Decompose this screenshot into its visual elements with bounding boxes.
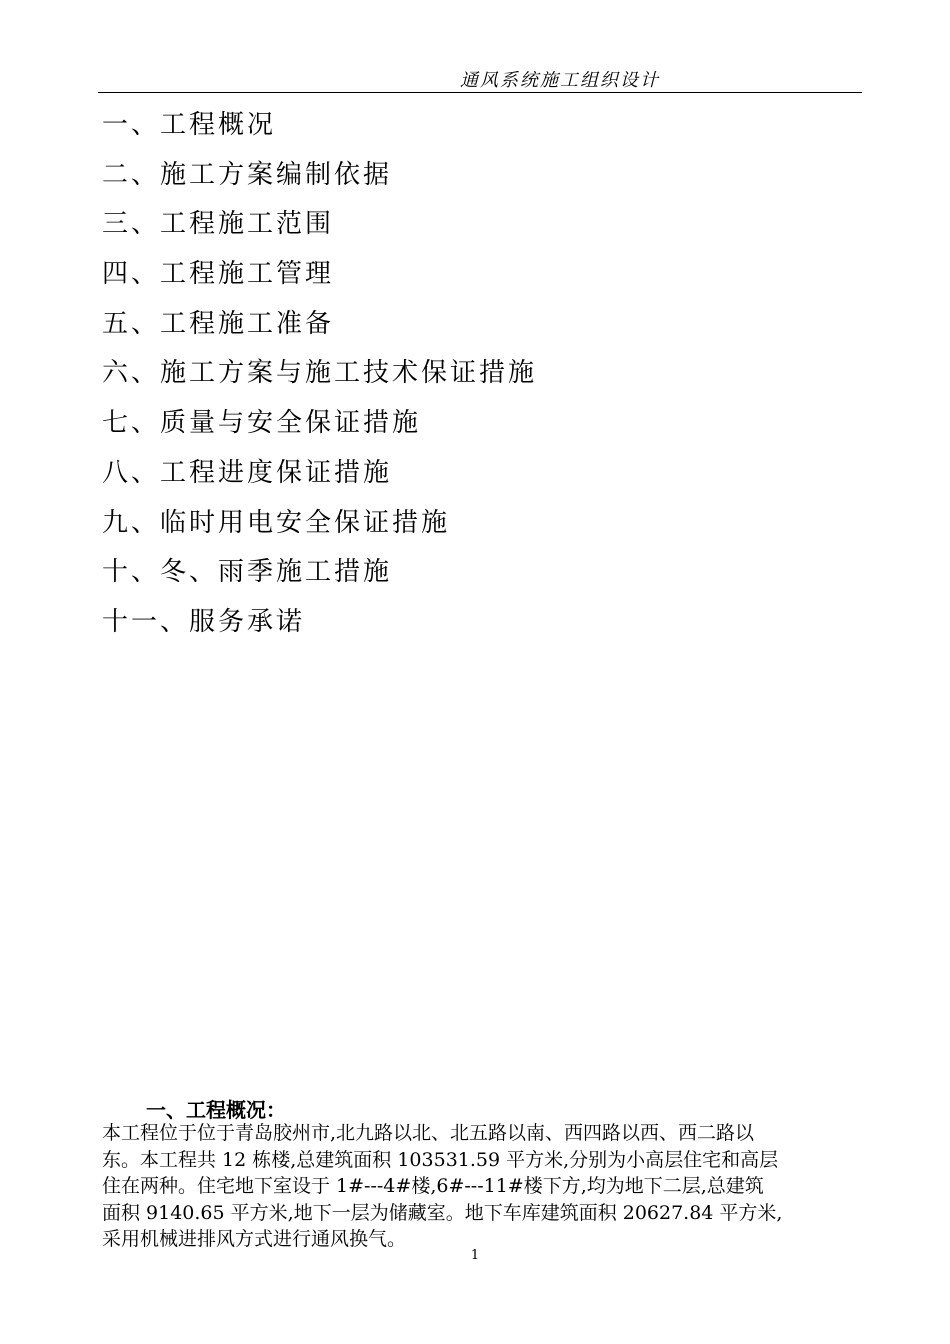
toc-item: 七、质量与安全保证措施: [102, 408, 422, 439]
toc-item: 五、工程施工准备: [102, 308, 335, 339]
toc-item: 三、工程施工范围: [102, 209, 335, 240]
section-heading: 一、工程概况：: [146, 1098, 286, 1122]
table-of-contents: [102, 106, 537, 653]
toc-item: 八、工程进度保证措施: [102, 457, 393, 488]
running-header-title: 通风系统施工组织设计: [460, 70, 660, 91]
toc-item: 六、施工方案与施工技术保证措施: [102, 358, 538, 389]
toc-item: 四、工程施工管理: [102, 259, 335, 290]
toc-item: 一、工程概况: [102, 110, 277, 140]
toc-item: 十一、服务承诺: [102, 606, 306, 637]
paragraph-line: 采用机械进排风方式进行通风换气。: [102, 1228, 407, 1250]
toc-item: 九、临时用电安全保证措施: [102, 507, 451, 538]
header-divider: [98, 92, 862, 93]
page-number: 1: [470, 1248, 480, 1263]
toc-item: 二、施工方案编制依据: [102, 159, 393, 190]
paragraph-line: 东。本工程共 12 栋楼,总建筑面积 103531.59 平方米,分别为小高层住宅和高层: [102, 1148, 779, 1171]
paragraph-line: 面积 9140.65 平方米,地下一层为储藏室。地下车库建筑面积 20627.84 平方米,: [102, 1201, 783, 1224]
paragraph-line: 住在两种。住宅地下室设于 1#---4#楼,6#---11#楼下方,均为地下二层,总建筑: [102, 1175, 764, 1197]
toc-item: 十、冬、雨季施工措施: [102, 557, 393, 588]
paragraph-line: 本工程位于位于青岛胶州市,北九路以北、北五路以南、西四路以西、西二路以: [102, 1122, 755, 1144]
section-paragraph: [102, 1120, 862, 1253]
